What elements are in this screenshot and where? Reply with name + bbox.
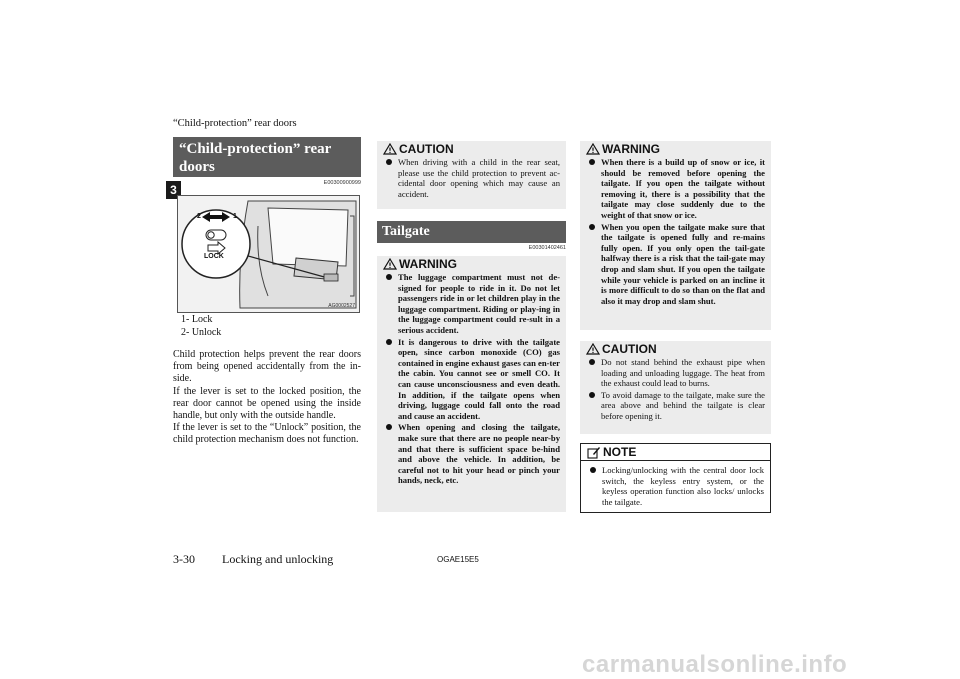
figure-captions (181, 314, 221, 339)
caution-box (580, 341, 771, 434)
figure-code: AG0002527 (328, 303, 355, 309)
paragraph: Child protection helps prevent the rear doors from being opened accidentally from the in-side. (173, 349, 361, 385)
warning-triangle-icon (383, 258, 397, 270)
note-pen-icon (587, 446, 601, 459)
footer-section-title: Locking and unlocking (222, 552, 334, 566)
section-code: E00301402461 (528, 245, 566, 251)
warning-box (377, 256, 566, 512)
watermark[interactable]: carmanualsonline.info (582, 651, 848, 678)
door-lock-figure (177, 195, 360, 313)
caution-title: CAUTION (602, 342, 657, 356)
caution-title: CAUTION (399, 142, 454, 156)
warning-triangle-icon (586, 143, 600, 155)
list-item: When there is a build up of snow or ice, it should be removed before opening the tailgate. If you open the tailgate without removing it, there is a possibility that the tailgate may close suddenly due to the weight of that snow or ice. (586, 157, 765, 221)
list-item: When driving with a child in the rear seat, please use the child protection to prevent ac-cidental door opening which may cause an accident. (383, 157, 560, 199)
warning-triangle-icon (586, 343, 600, 355)
warning-box (580, 141, 771, 330)
note-title: NOTE (603, 445, 637, 459)
list-item: When opening and closing the tailgate, make sure that there are no people near-by and that there is sufficient space be-hind and above the vehicle. In addition, be careful not to hit your head or pinch your hands, neck, etc. (383, 422, 560, 486)
list-item: It is dangerous to drive with the tailgate open, since carbon monoxide (CO) gas contained in engine exhaust gases can en-ter the cabin. You cannot see or smell CO. It can cause unconsciousness and even death. In addition, if the tailgate opens when driving, luggage could fall onto the road and cause an accident. (383, 337, 560, 422)
warning-title: WARNING (399, 257, 457, 271)
figure-label-lock: 1 (233, 213, 237, 220)
chapter-tab: 3 (166, 181, 181, 199)
page-number: 3-30 (173, 552, 195, 566)
section-heading-tailgate: Tailgate (377, 221, 566, 243)
list-item: Locking/unlocking with the central door lock switch, the keyless entry system, or the keyless operation function also locks/ unlocks the tailgate. (587, 465, 764, 507)
paragraph: If the lever is set to the “Unlock” position, the child protection mechanism does not function. (173, 422, 361, 446)
list-item: Do not stand behind the exhaust pipe when loading and unloading luggage. The heat from the exhaust could lead to burns. (586, 357, 765, 389)
note-box (580, 443, 771, 513)
list-item: When you open the tailgate make sure that the tailgate is opened fully and re-mains fully open. If you only open the tail-gate halfway there is a risk that the tail-gate may drop and slam shut. If you open the tailgate while your vehicle is parked on an incline it is more difficult to do so than on the flat and also it may drop and slam shut. (586, 222, 765, 307)
section-heading-child-protection: “Child-protection” rear doors (173, 137, 361, 177)
warning-triangle-icon (383, 143, 397, 155)
warning-title: WARNING (602, 142, 660, 156)
body-text (173, 349, 361, 447)
paragraph: If the lever is set to the locked position, the rear door cannot be opened using the inside handle, but only with the outside handle. (173, 385, 361, 422)
figure-lock-text: LOCK (204, 253, 224, 260)
section-code: E00300900999 (323, 180, 361, 186)
footer-code: OGAE15E5 (437, 555, 479, 564)
figure-label-unlock: 2 (197, 213, 201, 220)
caption-lock: 1- Lock (181, 314, 213, 325)
running-header: “Child-protection” rear doors (173, 118, 297, 129)
list-item: To avoid damage to the tailgate, make sure the area above and behind the tailgate is clear before opening it. (586, 390, 765, 422)
caption-unlock: 2- Unlock (181, 326, 222, 338)
caution-box (377, 141, 566, 209)
list-item: The luggage compartment must not de-signed for people to ride in it. Do not let passengers ride in or let children play in the luggage compartment. Riding or play-ing in the luggage compartment could re-sult in a serious accident. (383, 272, 560, 336)
